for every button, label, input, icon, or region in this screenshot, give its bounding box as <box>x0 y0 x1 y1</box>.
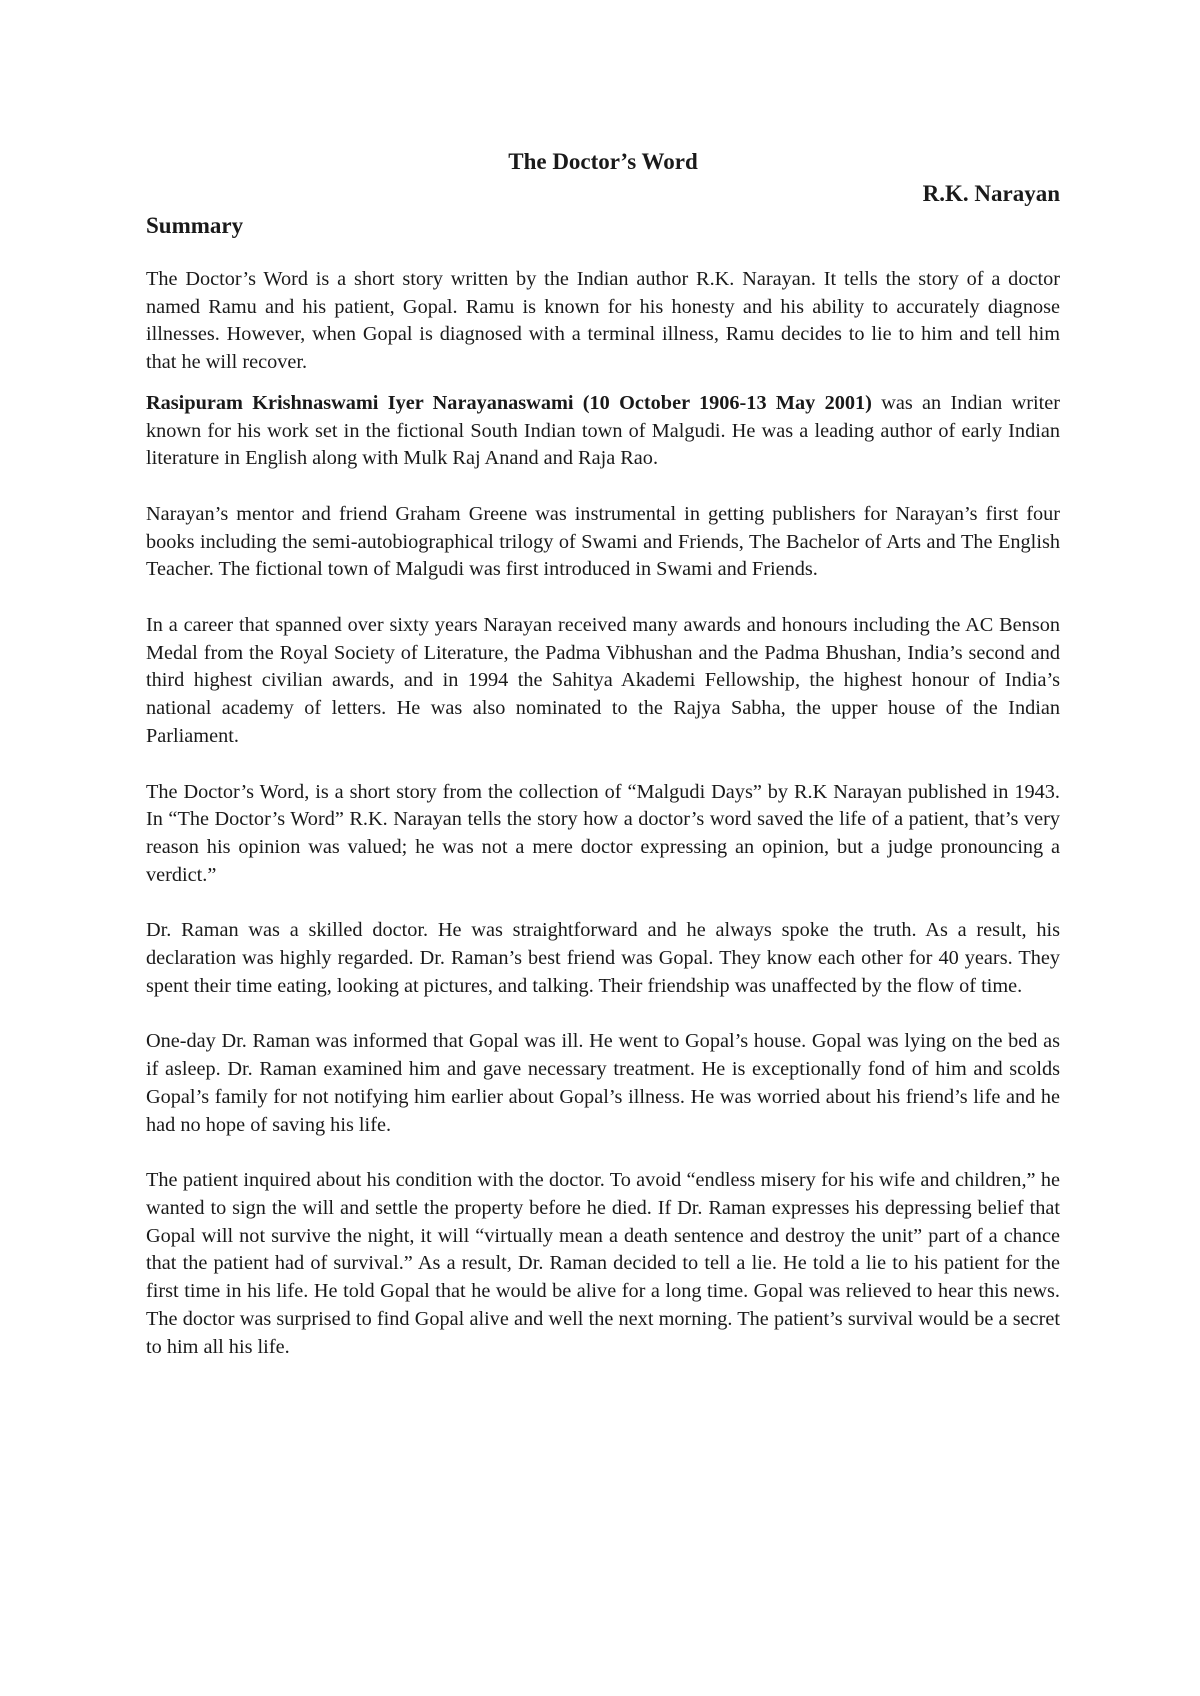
collection-paragraph: The Doctor’s Word, is a short story from the collection of “Malgudi Days” by R.K Narayan published in 1943. In “The Doctor’s Word” R.K. Narayan tells the story how a doctor’s word saved the life of a patient, that’s very reason his opinion was valued; he was not a mere doctor expressing an opinion, but a judge pronouncing a verdict.” <box>146 780 1060 886</box>
summary-heading: Summary <box>146 213 244 238</box>
dr-raman-paragraph: Dr. Raman was a skilled doctor. He was straightforward and he always spoke the truth. As a result, his declaration was highly regarded. Dr. Raman’s best friend was Gopal. They know each other for 40 years. They spent their time eating, looking at pictures, and talking. Their friendship was unaffected by the flow of time. <box>146 919 1060 997</box>
awards-paragraph: In a career that spanned over sixty years Narayan received many awards and honours including the AC Benson Medal from the Royal Society of Literature, the Padma Vibhushan and the Padma Bhushan, India’s second and third highest civilian awards, and in 1994 the Sahitya Akademi Fellowship, the highest honour of India’s national academy of letters. He was also nominated to the Rajya Sabha, the upper house of the Indian Parliament. <box>146 614 1060 747</box>
document-title: The Doctor’s Word <box>508 149 698 174</box>
lie-paragraph: The patient inquired about his condition with the doctor. To avoid “endless misery for his wife and children,” he wanted to sign the will and settle the property before he died. If Dr. Raman expresses his depressing belief that Gopal will not survive the night, it will “virtually mean a death sentence and destroy the unit” part of a chance that the patient had of survival.” As a result, Dr. Raman decided to tell a lie. He told a lie to his patient for the first time in his life. He told Gopal that he would be alive for a long time. Gopal was relieved to hear this news. The doctor was surprised to find Gopal alive and well the next morning. The patient’s survival would be a secret to him all his life. <box>146 1169 1060 1358</box>
summary-paragraph: The Doctor’s Word is a short story written by the Indian author R.K. Narayan. It tells the story of a doctor named Ramu and his patient, Gopal. Ramu is known for his honesty and his ability to accurately diagnose illnesses. However, when Gopal is diagnosed with a terminal illness, Ramu decides to lie to him and tell him that he will recover. <box>146 268 1060 374</box>
bio-text: was an Indian writer known for his work set in the fictional South Indian town of Malgudi. He was a leading author of early Indian literature in English along with Mulk Raj Anand and Raja Rao. <box>146 391 1060 470</box>
gopal-ill-paragraph: One-day Dr. Raman was informed that Gopal was ill. He went to Gopal’s house. Gopal was lying on the bed as if asleep. Dr. Raman examined him and gave necessary treatment. He is exceptionally fond of him and scolds Gopal’s family for not notifying him earlier about Gopal’s illness. He was worried about his friend’s life and he had no hope of saving his life. <box>146 1030 1060 1136</box>
mentor-paragraph: Narayan’s mentor and friend Graham Greene was instrumental in getting publishers for Narayan’s first four books including the semi-autobiographical trilogy of Swami and Friends, The Bachelor of Arts and The English Teacher. The fictional town of Malgudi was first introduced in Swami and Friends. <box>146 502 1060 581</box>
bio-paragraph <box>146 390 1060 473</box>
document-author: R.K. Narayan <box>922 181 1060 206</box>
document-body <box>146 146 1060 1361</box>
bio-name-dates: Rasipuram Krishnaswami Iyer Narayanaswami (10 October 1906-13 May 2001) <box>146 391 872 414</box>
